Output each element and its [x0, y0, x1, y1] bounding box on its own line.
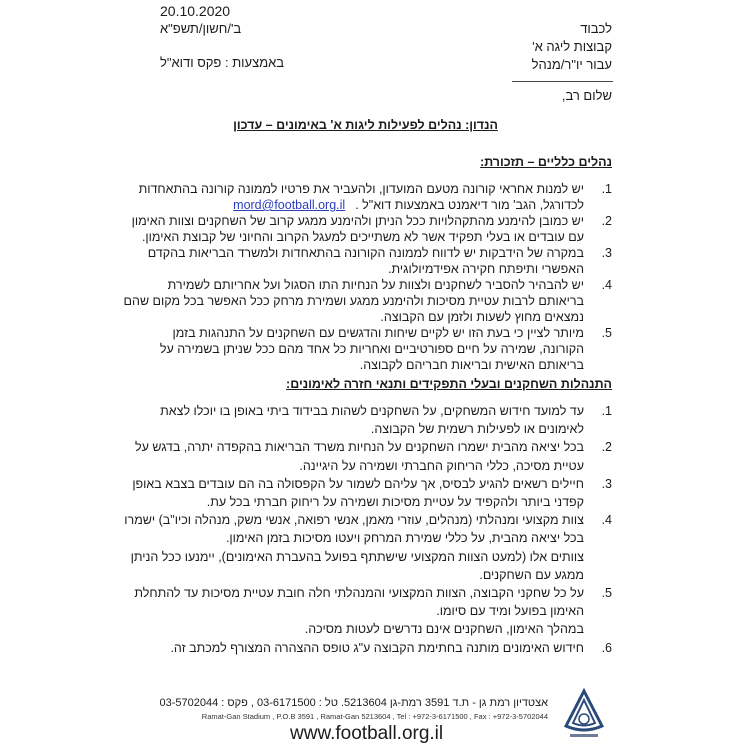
item-text: ממגע עם השחקנים. — [479, 567, 584, 582]
list-item — [122, 402, 612, 438]
item-number: 1. — [601, 404, 612, 418]
item-text-line — [122, 181, 584, 197]
list-item — [122, 475, 612, 511]
item-text-line — [122, 245, 584, 261]
hebrew-date: ב'/חשון/תשפ"א — [160, 21, 242, 36]
item-text: קפדני ביותר ולהקפיד על עטיית מסיכות ושמירה על ריחוק חברתי בכל עת. — [206, 495, 584, 510]
subject-line: הנדון: נהלים לפעילות ליגות א' באימונים – עדכון — [233, 118, 498, 132]
item-text-line — [122, 475, 584, 493]
list-item — [122, 245, 612, 277]
item-text: לכדורגל, הגב' מור דיאמנט באמצעות דוא"ל . — [355, 198, 584, 212]
item-number: 3. — [601, 476, 612, 491]
item-text-line — [122, 420, 584, 438]
item-text: צוותים אלו (למעט הצוות המקצועי שישתתף בפועל בהעברת האימונים), יימנעו ככל הניתן — [130, 549, 584, 564]
email-link[interactable]: mord@football.org.il — [233, 198, 346, 212]
footer-website[interactable]: www.football.org.il — [290, 723, 444, 744]
item-number: 6. — [601, 640, 612, 655]
recipient-line: קבוצות ליגה א' — [532, 39, 612, 54]
list-item — [122, 277, 612, 325]
item-text: במהלך האימון, השחקנים אינם נדרשים לעטות מסיכה. — [304, 622, 584, 637]
item-text: בכל יציאה מהבית ישמרו השחקנים על הנחיות משרד הבריאות בהקפדה יתרה, בדגש על — [135, 440, 584, 455]
item-text-line — [122, 261, 584, 277]
item-text: בריאותם לרבות עטיית מסיכות ולהימנע ממגע ושמירת מרחק ככל האפשר בכל מקום שהם — [123, 294, 584, 308]
item-text: בכל יציאה מהבית, על כללי שמירת המרחק ויעטו מסיכות בזמן האימון. — [225, 531, 584, 546]
item-text: יש כמובן להימנע מהתקהלויות ככל הניתן ולהימנע ממגע קרוב של השחקנים וצוות האימון — [131, 214, 584, 228]
item-text: מיותר לציין כי בעת הזו יש לקיים שיחות והדגשים עם השחקנים על התנהגות בזמן — [172, 326, 584, 340]
item-text-line — [122, 548, 584, 566]
list-item — [122, 639, 612, 657]
item-text-line — [122, 197, 584, 213]
item-number: 3. — [601, 246, 612, 260]
item-text: במקרה של הידבקות יש לדווח לממונה הקורונה בהתאחדות ולמשרד הבריאות בהקדם — [147, 246, 584, 260]
list-item — [122, 511, 612, 584]
item-number: 4. — [601, 513, 612, 528]
recipient-block — [532, 20, 612, 74]
item-text-line — [122, 309, 584, 325]
item-text: חידוש האימונים מותנה בחתימת הקבוצה ע"ג טופס ההצהרה המצורף למכתב זה. — [170, 640, 584, 655]
ifa-logo-icon — [562, 688, 606, 740]
item-text: יש להבהיר להסביר לשחקנים ולצוות על הנחיות התו הסגול ועל אחריותם לשמירת — [167, 278, 584, 292]
section-heading-conduct: התנהלות השחקנים ובעלי התפקידים ותנאי חזרה לאימונים: — [286, 377, 612, 391]
conduct-rules-list — [122, 402, 612, 657]
list-item — [122, 213, 612, 245]
item-text-line — [122, 293, 584, 309]
item-text-line — [122, 229, 584, 245]
list-item — [122, 325, 612, 373]
item-text: נמצאים מחוץ לשעות ולזמן עם הקבוצה. — [380, 310, 584, 324]
item-text-line — [122, 341, 584, 357]
item-text-line — [122, 325, 584, 341]
item-number: 1. — [601, 182, 612, 196]
item-text: צוות מקצועי ומנהלתי (מנהלים, עוזרי מאמן, אנשי רפואה, אנשי משק, מנהלה וכיו"ב) ישמרו — [124, 513, 584, 528]
item-text-line — [122, 639, 584, 657]
footer-address-hebrew: אצטדיון רמת גן - ת.ד 3591 רמת-גן 5213604. טל : 03-6171500 , פקס : 03-5702044 — [159, 697, 548, 709]
list-item — [122, 584, 612, 639]
item-text-line — [122, 493, 584, 511]
item-number: 2. — [601, 214, 612, 228]
item-text: עד למועד חידוש המשחקים, על השחקנים לשהות בבידוד ביתי באופן בו יוכלו לצאת — [160, 404, 584, 418]
item-text: לאימונים או לפעילות רשמית של הקבוצה. — [370, 422, 584, 437]
item-number: 5. — [601, 326, 612, 340]
recipient-line: לכבוד — [580, 21, 612, 36]
list-item — [122, 438, 612, 474]
item-text-line — [122, 457, 584, 475]
item-text: הקורונה, שמירה על חיים ספורטיביים ואחריות כל אחד מהם ככל שניתן בשמירה על — [159, 342, 584, 356]
item-text: יש למנות אחראי קורונה מטעם המועדון, ולהעביר את פרטיו לממונה קורונה בהתאחדות — [138, 182, 584, 196]
delivery-method: באמצעות : פקס ודוא"ל — [160, 55, 285, 70]
item-number: 2. — [601, 440, 612, 455]
item-text: האימון בפועל ומיד עם סיומו. — [436, 604, 584, 619]
item-text-line — [122, 438, 584, 456]
item-text: האפשרי ותיפתח חקירה אפידמיולוגית. — [388, 262, 584, 276]
item-number: 5. — [601, 586, 612, 601]
item-text: חיילים רשאים להגיע לבסיס, אך עליהם לשמור על הקפסולה בה הם עובדים בצבא באופן — [132, 476, 584, 491]
greeting: שלום רב, — [561, 88, 612, 103]
item-text-line — [122, 511, 584, 529]
letter-date: 20.10.2020 — [160, 3, 231, 19]
item-text-line — [122, 357, 584, 373]
general-rules-list — [122, 181, 612, 373]
item-text-line — [122, 620, 584, 638]
item-number: 4. — [601, 278, 612, 292]
item-text-line — [122, 529, 584, 547]
item-text-line — [122, 602, 584, 620]
item-text-line — [122, 213, 584, 229]
item-text-line — [122, 277, 584, 293]
recipient-line: עבור יו"ר/מנהל — [531, 57, 612, 72]
divider — [512, 81, 613, 82]
section-heading-general: נהלים כלליים – תזכורת: — [480, 155, 612, 169]
list-item — [122, 181, 612, 213]
item-text: עטיית מסיכה, כללי הריחוק החברתי ושמירה על היגיינה. — [299, 458, 584, 473]
item-text-line — [122, 566, 584, 584]
item-text-line — [122, 402, 584, 420]
item-text-line — [122, 584, 584, 602]
footer-address-english: Ramat-Gan Stadium , P.O.B 3591 , Ramat-Gan 5213604 , Tel : +972-3-6171500 , Fax : +972-3-5702044 — [201, 712, 548, 721]
item-text: בריאותם האישית ובריאות חבריהם לקבוצה. — [359, 358, 584, 372]
item-text: על כל שחקני הקבוצה, הצוות המקצועי והמנהלתי חלה חובת עטיית מסיכות עד להתחלת — [134, 586, 584, 601]
item-text: עם עובדים או בעלי תפקיד אשר לא משתייכים למעגל הקרוב והחיוני של קבוצת האימון. — [141, 230, 584, 244]
